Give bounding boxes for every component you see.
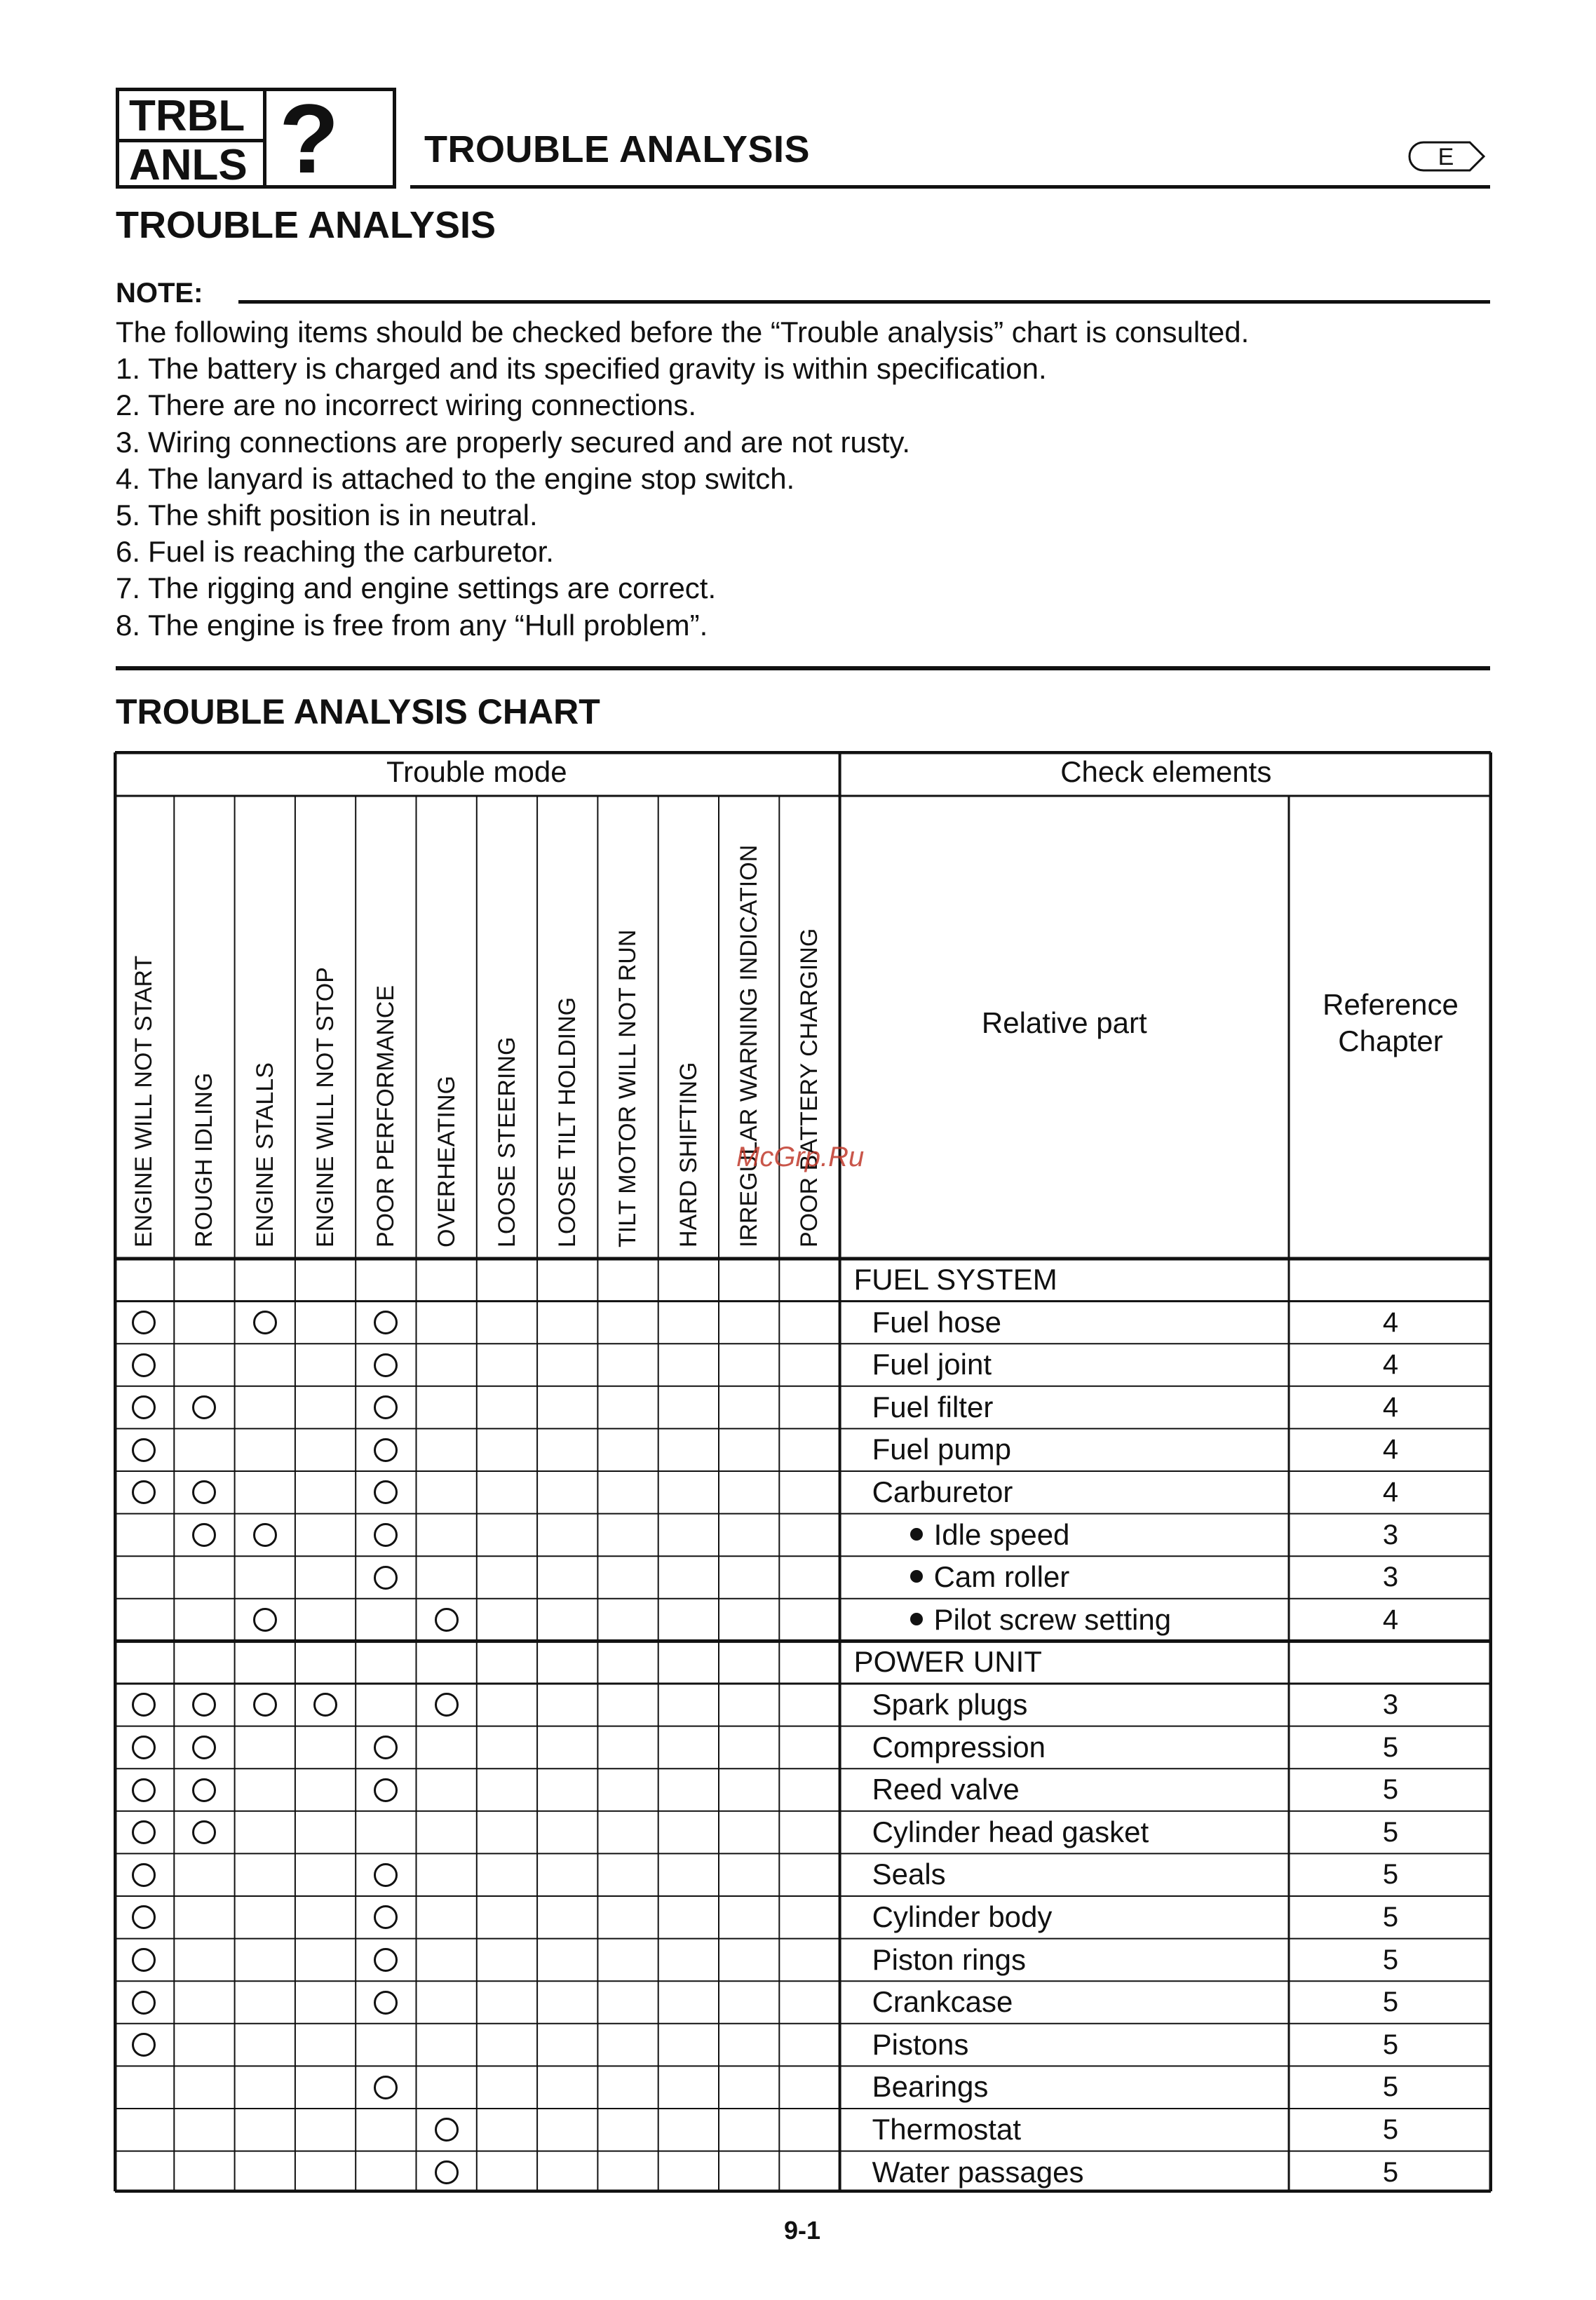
relative-part-label: Spark plugs	[872, 1688, 1028, 1721]
note-item	[116, 351, 1490, 387]
check-mark-circle	[374, 1948, 398, 1972]
note-body	[116, 314, 1490, 644]
check-mark-circle	[435, 1608, 459, 1632]
trouble-mode-column-header: ENGINE WILL NOT START	[130, 955, 157, 1247]
relative-part-cell	[872, 1688, 1028, 1721]
trouble-mode-column-header: LOOSE TILT HOLDING	[554, 996, 581, 1247]
relative-part-label: Crankcase	[872, 1985, 1013, 2019]
relative-part-cell	[872, 1433, 1011, 1466]
relative-part-cell	[872, 2070, 989, 2104]
section-tag-abbreviation	[119, 91, 266, 189]
relative-part-cell	[872, 2156, 1084, 2189]
note-rule	[238, 300, 1490, 304]
relative-part-label: Cylinder head gasket	[872, 1815, 1149, 1848]
check-mark-circle	[132, 1353, 156, 1377]
note-item-number: 5.	[116, 499, 141, 532]
relative-part-cell	[872, 1815, 1149, 1849]
check-mark-circle	[374, 1523, 398, 1547]
reference-chapter-cell: 5	[1382, 1859, 1399, 1890]
note-item-text: The shift position is in neutral.	[148, 499, 538, 532]
reference-chapter-cell: 4	[1382, 1477, 1399, 1508]
note-item-text: There are no incorrect wiring connections.	[148, 388, 697, 422]
trouble-mode-column-header: LOOSE STEERING	[493, 1036, 520, 1247]
check-mark-circle	[132, 1736, 156, 1759]
check-mark-circle	[132, 1820, 156, 1844]
check-mark-circle	[253, 1693, 277, 1717]
note-end-rule	[116, 666, 1490, 670]
note-item-text: The engine is free from any “Hull problem”.	[148, 608, 708, 642]
note-item	[116, 424, 1490, 461]
check-mark-circle	[374, 1311, 398, 1334]
bullet-icon	[910, 1570, 923, 1583]
section-name: POWER UNIT	[853, 1645, 1042, 1679]
check-mark-circle	[435, 2118, 459, 2142]
note-item-text: The lanyard is attached to the engine stop switch.	[148, 461, 795, 495]
check-mark-circle	[253, 1608, 277, 1632]
note-item-number: 4.	[116, 461, 141, 495]
note-label: NOTE:	[116, 278, 203, 309]
reference-chapter-cell: 5	[1382, 1731, 1399, 1763]
header-title: TROUBLE ANALYSIS	[424, 128, 811, 170]
trouble-mode-column-header: POOR BATTERY CHARGING	[796, 928, 823, 1247]
relative-part-label: Carburetor	[872, 1475, 1013, 1508]
reference-chapter-cell: 5	[1382, 1774, 1399, 1806]
relative-part-cell	[872, 1985, 1013, 2019]
relative-part-cell	[910, 1603, 1171, 1637]
note-intro: The following items should be checked before the “Trouble analysis” chart is consulted.	[116, 316, 1250, 349]
relative-part-cell	[910, 1518, 1070, 1552]
note-item	[116, 387, 1490, 424]
trouble-mode-column-header: ENGINE STALLS	[251, 1062, 278, 1247]
check-mark-circle	[435, 1693, 459, 1717]
header-rule	[410, 185, 1490, 189]
relative-part-cell	[872, 2028, 969, 2062]
note-item-number: 7.	[116, 571, 141, 605]
note-item	[116, 607, 1490, 644]
check-mark-circle	[132, 1948, 156, 1972]
check-mark-circle	[374, 2076, 398, 2099]
relative-part-label: Compression	[872, 1730, 1046, 1764]
relative-part-cell	[872, 1348, 992, 1381]
relative-part-label: Reed valve	[872, 1773, 1020, 1806]
reference-chapter-cell: 5	[1382, 2156, 1399, 2188]
check-mark-circle	[374, 1736, 398, 1759]
note-item	[116, 461, 1490, 497]
check-mark-circle	[253, 1311, 277, 1334]
check-mark-circle	[132, 1863, 156, 1887]
language-badge-label: E	[1438, 144, 1454, 170]
reference-chapter-cell: 4	[1382, 1349, 1399, 1381]
trouble-mode-column-header: ROUGH IDLING	[191, 1072, 218, 1247]
note-item-number: 3.	[116, 425, 141, 459]
note-item	[116, 497, 1490, 534]
reference-chapter-cell: 4	[1382, 1604, 1399, 1635]
check-mark-circle	[132, 1778, 156, 1802]
relative-part-label: Water passages	[872, 2155, 1084, 2189]
relative-part-label: Seals	[872, 1858, 946, 1891]
relative-part-label: Fuel filter	[872, 1390, 994, 1423]
reference-chapter-cell: 3	[1382, 1562, 1399, 1593]
reference-chapter-header-line2: Chapter	[1338, 1024, 1443, 1057]
check-mark-circle	[374, 1863, 398, 1887]
language-badge-icon	[1402, 140, 1487, 173]
tag-line-1: TRBL	[119, 91, 263, 142]
relative-part-cell	[872, 1773, 1020, 1806]
note-item-number: 6.	[116, 535, 141, 569]
bullet-icon	[910, 1613, 923, 1625]
trouble-mode-column-header: TILT MOTOR WILL NOT RUN	[614, 929, 642, 1247]
trouble-analysis-chart	[114, 751, 1492, 2193]
trouble-mode-column-header: POOR PERFORMANCE	[372, 985, 400, 1247]
relative-part-label: Cam roller	[933, 1560, 1070, 1594]
check-mark-circle	[374, 1438, 398, 1462]
reference-chapter-cell: 5	[1382, 2029, 1399, 2060]
reference-chapter-cell: 5	[1382, 1816, 1399, 1848]
check-mark-circle	[132, 1395, 156, 1419]
relative-part-cell	[872, 1900, 1053, 1934]
reference-chapter-header: Reference	[1323, 988, 1459, 1021]
note-list	[116, 351, 1490, 644]
relative-part-cell	[872, 1475, 1013, 1509]
note-item-number: 2.	[116, 388, 141, 422]
section-tag	[116, 83, 396, 194]
check-mark-circle	[374, 1566, 398, 1590]
relative-part-cell	[872, 1391, 994, 1424]
note-item-text: The battery is charged and its specified gravity is within specification.	[148, 352, 1047, 386]
reference-chapter-cell: 3	[1382, 1519, 1399, 1550]
note-item-number: 8.	[116, 608, 141, 642]
trouble-mode-column-header: HARD SHIFTING	[675, 1062, 702, 1247]
section-name: FUEL SYSTEM	[853, 1263, 1057, 1296]
reference-chapter-cell: 3	[1382, 1689, 1399, 1720]
chart-title: TROUBLE ANALYSIS CHART	[116, 692, 600, 731]
relative-part-label: Fuel hose	[872, 1305, 1002, 1339]
relative-part-label: Fuel pump	[872, 1433, 1012, 1466]
check-mark-circle	[132, 1311, 156, 1334]
note-item-text: The rigging and engine settings are correct.	[148, 571, 717, 605]
relative-part-label: Piston rings	[872, 1942, 1027, 1976]
relative-part-label: Bearings	[872, 2070, 989, 2104]
relative-part-cell	[910, 1560, 1070, 1594]
reference-chapter-cell: 4	[1382, 1391, 1399, 1423]
check-mark-circle	[132, 2033, 156, 2057]
reference-chapter-cell: 5	[1382, 1944, 1399, 1975]
tag-line-2: ANLS	[129, 141, 248, 189]
relative-part-label: Idle speed	[933, 1517, 1070, 1551]
check-mark-circle	[374, 1778, 398, 1802]
trouble-mode-column-header: ENGINE WILL NOT STOP	[311, 967, 339, 1247]
note-item-text: Wiring connections are properly secured and are not rusty.	[148, 425, 911, 459]
check-mark-circle	[374, 1991, 398, 2015]
bullet-icon	[910, 1528, 923, 1541]
relative-part-label: Thermostat	[872, 2113, 1021, 2146]
relative-part-cell	[872, 2113, 1021, 2146]
check-mark-circle	[192, 1778, 216, 1802]
relative-part-label: Fuel joint	[872, 1348, 992, 1381]
question-mark-icon: ?	[279, 83, 339, 194]
watermark: McGrp.Ru	[736, 1142, 865, 1172]
trouble-mode-header: Trouble mode	[386, 755, 567, 788]
relative-part-label: Cylinder body	[872, 1900, 1053, 1933]
reference-chapter-cell: 4	[1382, 1306, 1399, 1338]
check-elements-header: Check elements	[1060, 755, 1272, 788]
note-item-number: 1.	[116, 352, 141, 386]
relative-part-cell	[872, 1858, 946, 1891]
note-item	[116, 570, 1490, 607]
note-item-text: Fuel is reaching the carburetor.	[148, 535, 554, 569]
check-mark-circle	[253, 1523, 277, 1547]
reference-chapter-cell: 5	[1382, 2114, 1399, 2145]
check-mark-circle	[435, 2160, 459, 2184]
reference-chapter-cell: 5	[1382, 2071, 1399, 2103]
reference-chapter-cell: 5	[1382, 1987, 1399, 2018]
trouble-mode-column-header: OVERHEATING	[433, 1076, 460, 1247]
relative-part-label: Pilot screw setting	[933, 1602, 1172, 1636]
check-mark-circle	[374, 1353, 398, 1377]
reference-chapter-cell: 4	[1382, 1434, 1399, 1466]
reference-chapter-cell: 5	[1382, 1902, 1399, 1933]
relative-part-cell	[872, 1943, 1026, 1977]
trouble-mode-column-header: IRREGULAR WARNING INDICATION	[736, 844, 762, 1247]
note-item	[116, 534, 1490, 570]
page-number: 9-1	[784, 2216, 821, 2245]
check-mark-circle	[132, 1438, 156, 1462]
relative-part-cell	[872, 1731, 1046, 1764]
relative-part-label: Pistons	[872, 2027, 969, 2061]
check-mark-circle	[132, 1991, 156, 2015]
relative-part-header: Relative part	[981, 1006, 1147, 1039]
relative-part-cell	[872, 1306, 1001, 1339]
page-title: TROUBLE ANALYSIS	[116, 204, 496, 246]
